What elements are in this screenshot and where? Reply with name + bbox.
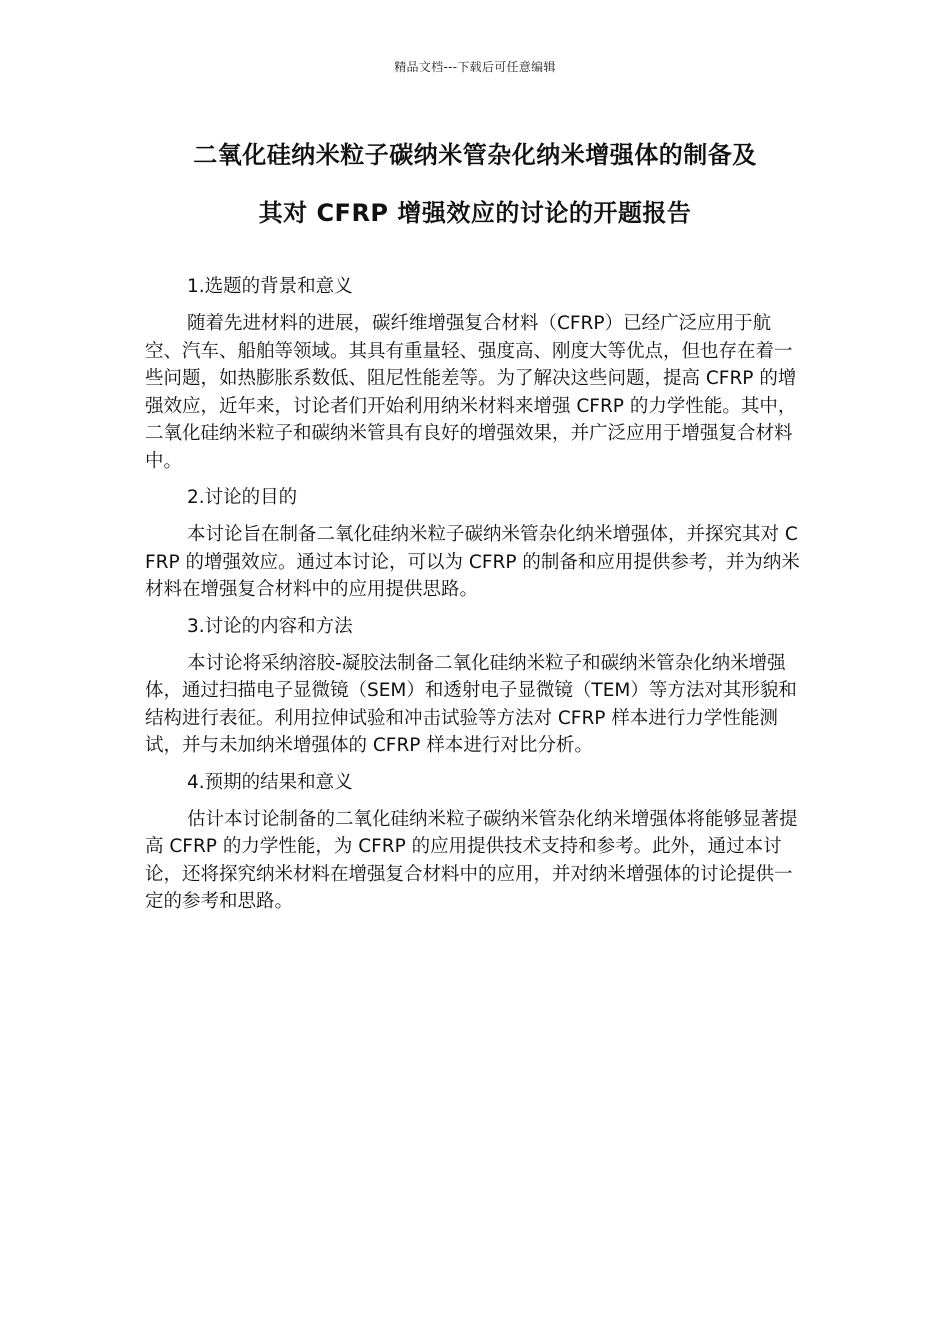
section-heading: 1.选题的背景和意义 [187, 276, 353, 297]
section-heading: 3.讨论的内容和方法 [187, 615, 353, 637]
section-paragraph: 本讨论将采纳溶胶-凝胶法制备二氧化硅纳米粒子和碳纳米管杂化纳米增强体，通过扫描电子显微镜（SEM）和透射电子显微镜（TEM）等方法对其形貌和结构进行表征。利用拉伸试验和冲击试验等方法对 CFRP 样本进行力学性能测试，并与未加纳米增强体的 CFRP 样本进行对比分析。 [145, 652, 797, 756]
title-line-1: 二氧化硅纳米粒子碳纳米管杂化纳米增强体的制备及 [193, 141, 757, 169]
section-heading: 2.讨论的目的 [187, 487, 298, 508]
section-heading: 4.预期的结果和意义 [187, 771, 353, 793]
title-line-2: 其对 CFRP 增强效应的讨论的开题报告 [258, 199, 692, 227]
document-body [145, 272, 807, 924]
section-paragraph: 随着先进材料的进展，碳纤维增强复合材料（CFRP）已经广泛应用于航空、汽车、船舶等领域。其具有重量轻、强度高、刚度大等优点，但也存在着一些问题，如热膨胀系数低、阻尼性能差等。为了解决这些问题，提高 CFRP 的增强效应，近年来，讨论者们开始利用纳米材料来增强 CFRP 的力学性能。其中，二氧化硅纳米粒子和碳纳米管具有良好的增强效果，并广泛应用于增强复合材料中。 [145, 313, 797, 472]
document-title [120, 126, 830, 242]
section-paragraph: 本讨论旨在制备二氧化硅纳米粒子碳纳米管杂化纳米增强体，并探究其对 CFRP 的增强效应。通过本讨论，可以为 CFRP 的制备和应用提供参考，并为纳米材料在增强复合材料中的应用提供思路。 [145, 524, 800, 600]
section-paragraph: 估计本讨论制备的二氧化硅纳米粒子碳纳米管杂化纳米增强体将能够显著提高 CFRP 的力学性能，为 CFRP 的应用提供技术支持和参考。此外，通过本讨论，还将探究纳米材料在增强复合材料中的应用，并对纳米增强体的讨论提供一定的参考和思路。 [145, 808, 798, 912]
header-note: 精品文档---下载后可任意编辑 [394, 60, 556, 74]
